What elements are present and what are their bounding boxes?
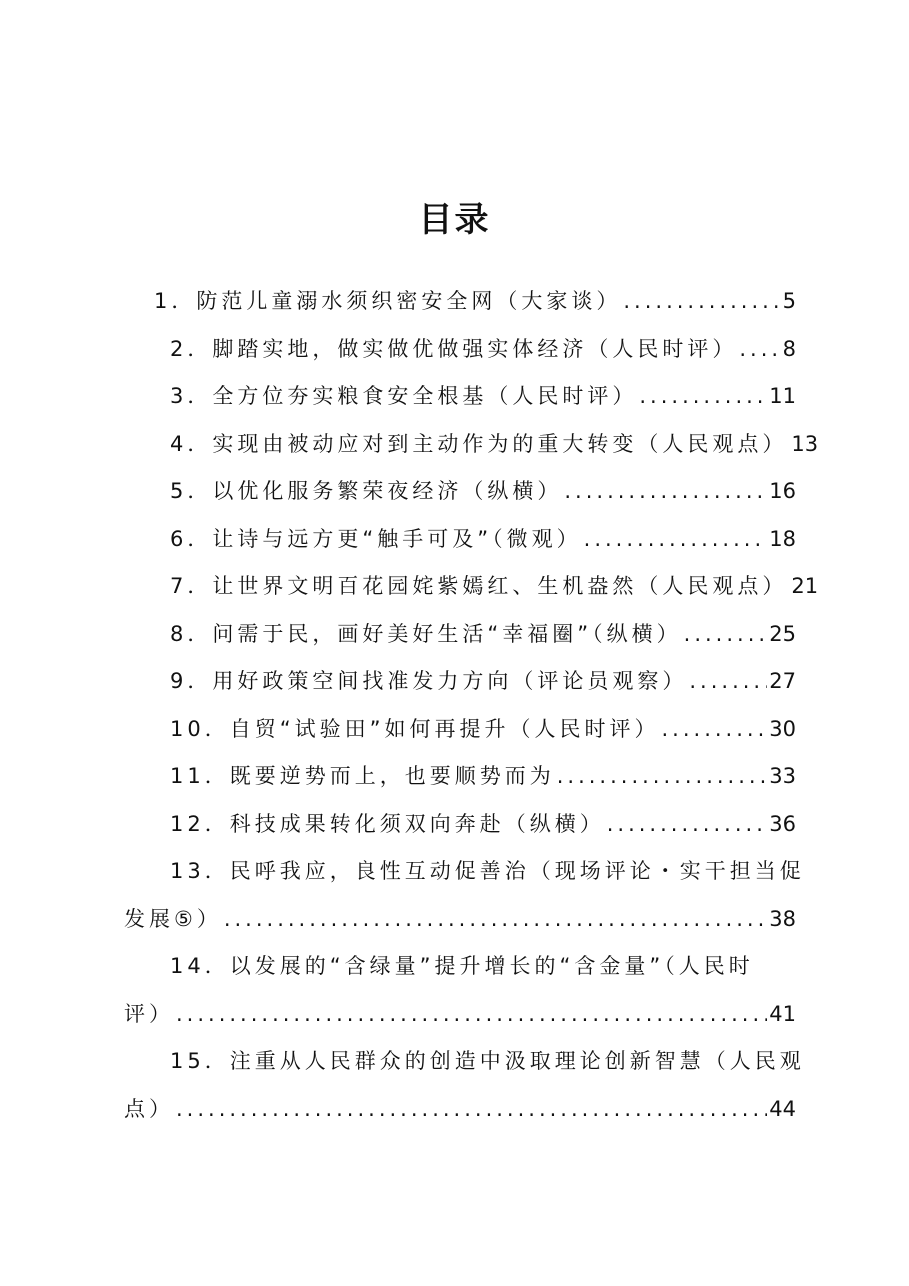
toc-entry-12[interactable] <box>124 801 796 849</box>
dot-leader <box>564 468 767 516</box>
toc-entry-6[interactable] <box>124 516 796 564</box>
dot-leader <box>557 753 768 801</box>
entry-number: 3． <box>170 384 213 408</box>
entry-title-line2: 发展⑤） <box>124 906 222 931</box>
entry-title: 既要逆势而上，也要顺势而为 <box>229 764 555 788</box>
entry-number: 2． <box>170 336 213 361</box>
entry-number: 13． <box>170 859 230 883</box>
entry-title: 让诗与远方更“触手可及”（微观） <box>212 526 582 551</box>
entry-title: 用好政策空间找准发力方向（评论员观察） <box>212 669 688 693</box>
entry-number: 6． <box>170 526 213 551</box>
dot-leader <box>662 706 768 754</box>
entry-title: 实现由被动应对到主动作为的重大转变（人民观点） <box>212 431 788 456</box>
entry-page: 30 <box>769 716 796 741</box>
toc-entry-14[interactable] <box>124 943 796 1038</box>
dot-leader <box>224 896 767 944</box>
table-of-contents <box>124 278 819 1133</box>
dot-leader <box>176 1086 767 1134</box>
entry-page: 27 <box>769 669 796 693</box>
toc-entry-11[interactable] <box>124 753 796 801</box>
entry-title-line2: 评） <box>124 1001 174 1026</box>
entry-title: 全方位夯实粮食安全根基（人民时评） <box>212 384 638 408</box>
entry-number: 1． <box>154 289 197 313</box>
entry-number: 11． <box>170 764 230 788</box>
entry-page: 21 <box>791 574 819 598</box>
entry-page: 44 <box>769 1096 796 1121</box>
entry-number: 4． <box>170 431 213 456</box>
dot-leader <box>176 991 767 1039</box>
dot-leader <box>689 658 767 706</box>
toc-entry-5[interactable] <box>124 468 796 516</box>
dot-leader <box>584 516 768 564</box>
entry-number: 14． <box>170 954 230 978</box>
entry-number: 12． <box>170 811 230 836</box>
entry-page: 41 <box>769 1001 796 1026</box>
entry-title: 以优化服务繁荣夜经济（纵横） <box>212 479 563 503</box>
dot-leader <box>607 801 768 849</box>
entry-title-line1: 民呼我应，良性互动促善治（现场评论・实干担当促 <box>229 859 805 883</box>
dot-leader <box>739 326 780 374</box>
entry-title: 问需于民，画好美好生活“幸福圈”（纵横） <box>212 621 682 646</box>
dot-leader <box>684 611 768 659</box>
entry-page: 11 <box>769 384 796 408</box>
entry-number: 10． <box>170 716 230 741</box>
entry-title-line2: 点） <box>124 1096 174 1121</box>
entry-number: 15． <box>170 1049 230 1073</box>
toc-entry-2[interactable] <box>124 326 796 374</box>
toc-entry-15[interactable] <box>124 1038 805 1133</box>
entry-number: 5． <box>170 479 213 503</box>
entry-page: 33 <box>769 764 796 788</box>
toc-entry-13[interactable] <box>124 848 805 943</box>
entry-title: 防范儿童溺水须织密安全网（大家谈） <box>196 289 622 313</box>
toc-entry-4[interactable] <box>124 421 819 469</box>
entry-title-line1: 注重从人民群众的创造中汲取理论创新智慧（人民观 <box>229 1049 805 1073</box>
entry-title: 科技成果转化须双向奔赴（纵横） <box>229 811 605 836</box>
entry-title: 让世界文明百花园姹紫嫣红、生机盎然（人民观点） <box>212 574 788 598</box>
entry-page: 18 <box>769 526 796 551</box>
toc-entry-10[interactable] <box>124 706 796 754</box>
entry-page: 5 <box>782 289 796 313</box>
entry-title: 自贸“试验田”如何再提升（人民时评） <box>229 716 660 741</box>
entry-page: 38 <box>769 906 796 931</box>
page-title: 目录 <box>418 200 491 240</box>
entry-title-line1: 以发展的“含绿量”提升增长的“含金量”（人民时 <box>229 954 754 978</box>
entry-number: 7． <box>170 574 213 598</box>
entry-page: 13 <box>791 431 819 456</box>
entry-page: 25 <box>769 621 796 646</box>
entry-page: 16 <box>769 479 796 503</box>
entry-page: 36 <box>769 811 796 836</box>
toc-entry-9[interactable] <box>124 658 796 706</box>
entry-number: 8． <box>170 621 213 646</box>
dot-leader <box>623 278 780 326</box>
dot-leader <box>639 373 767 421</box>
toc-entry-1[interactable] <box>124 278 796 326</box>
entry-number: 9． <box>170 669 213 693</box>
toc-entry-8[interactable] <box>124 611 796 659</box>
entry-page: 8 <box>782 336 796 361</box>
toc-entry-7[interactable] <box>124 563 819 611</box>
entry-title: 脚踏实地，做实做优做强实体经济（人民时评） <box>212 336 738 361</box>
toc-entry-3[interactable] <box>124 373 796 421</box>
